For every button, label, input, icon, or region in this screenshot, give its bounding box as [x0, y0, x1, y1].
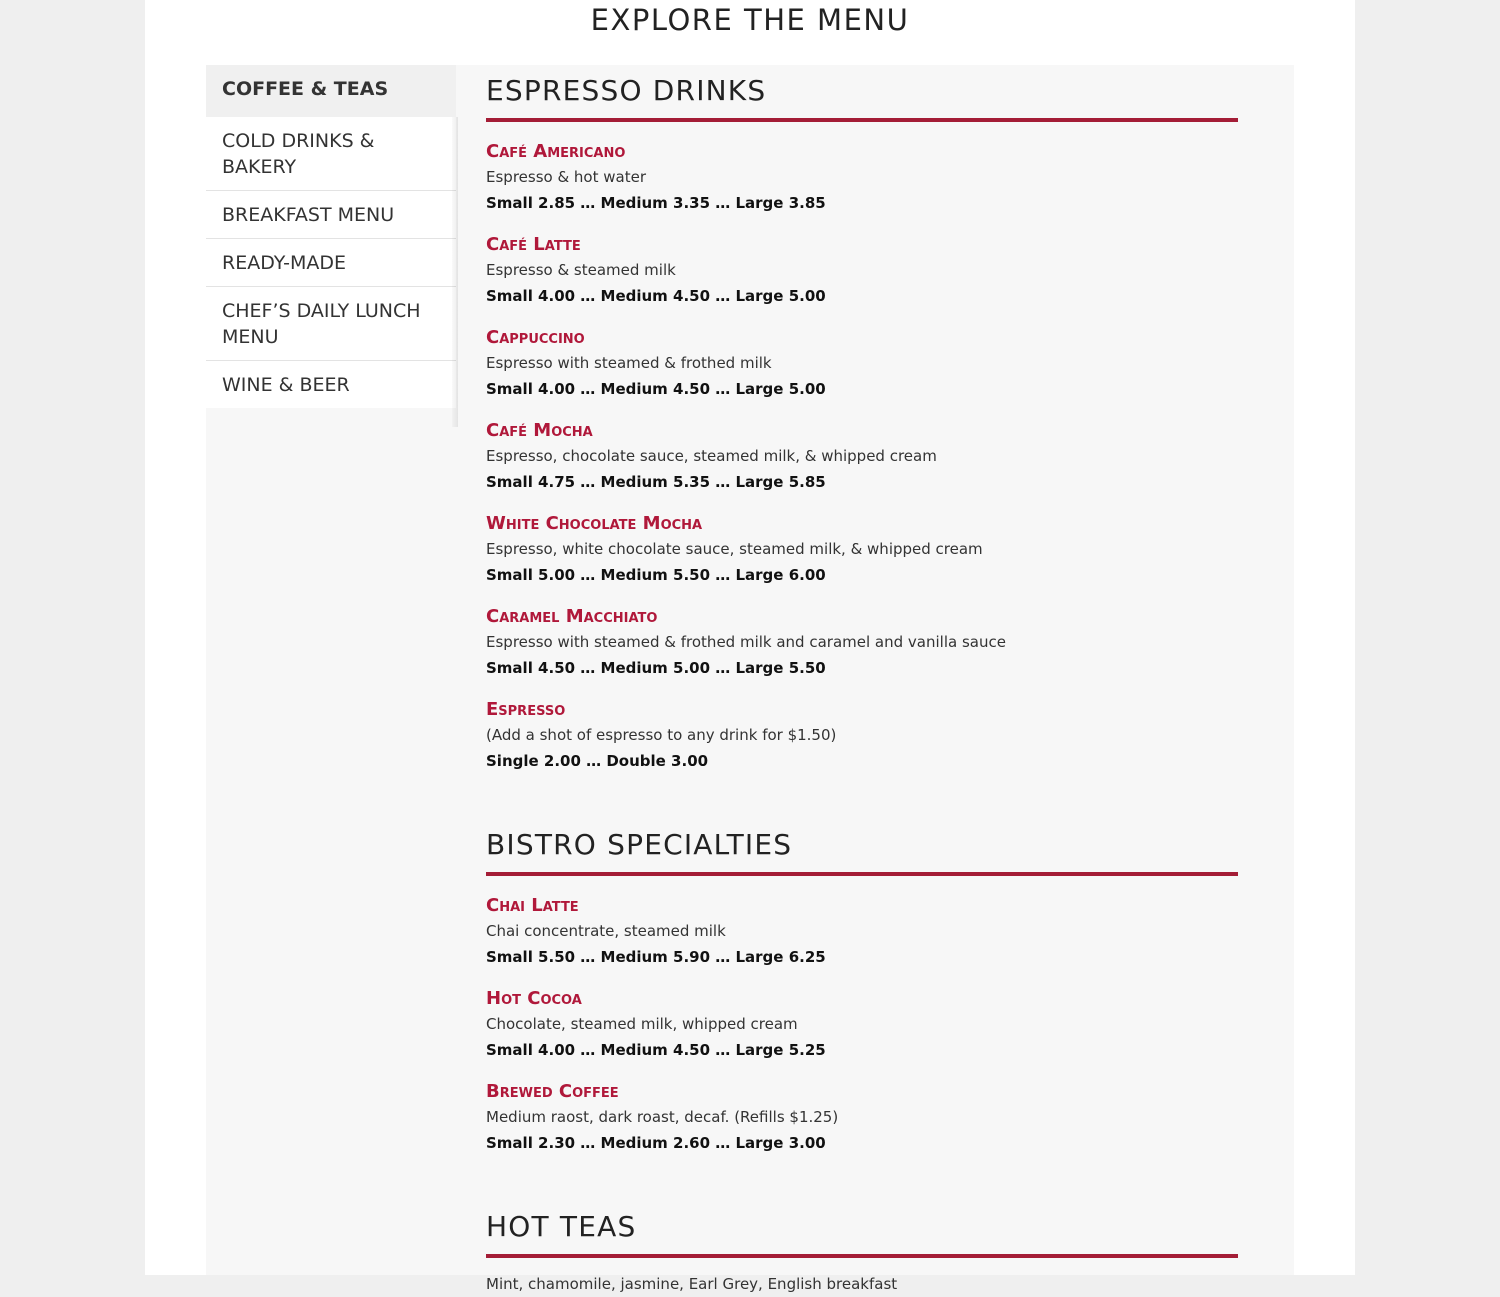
section-bistro-specialties [486, 819, 1238, 1156]
tab-wine-beer[interactable]: WINE & BEER [206, 361, 456, 408]
menu-item [486, 512, 1238, 588]
item-name: Café Mocha [486, 420, 593, 441]
item-name: Café Americano [486, 141, 626, 162]
tab-breakfast-menu[interactable]: BREAKFAST MENU [206, 191, 456, 239]
tab-coffee-teas[interactable]: COFFEE & TEAS [206, 65, 456, 117]
item-description: Chocolate, steamed milk, whipped cream [486, 1015, 798, 1033]
item-price: Small 4.00 … Medium 4.50 … Large 5.25 [486, 1041, 826, 1059]
item-price: Small 2.85 … Medium 3.35 … Large 3.85 [486, 194, 826, 212]
item-description: Espresso, white chocolate sauce, steamed milk, & whipped cream [486, 540, 983, 558]
item-price: Small 2.30 … Medium 2.60 … Large 3.00 [486, 1134, 826, 1152]
menu-panel [206, 65, 1294, 1293]
menu-item [486, 419, 1238, 495]
menu-item [486, 698, 1238, 774]
tab-chefs-daily-lunch-menu[interactable]: CHEF’S DAILY LUNCH MENU [206, 287, 456, 361]
item-description: Espresso & hot water [486, 168, 646, 186]
item-name: White Chocolate Mocha [486, 513, 703, 534]
item-description: Espresso with steamed & frothed milk and caramel and vanilla sauce [486, 633, 1006, 651]
item-price: Small 4.75 … Medium 5.35 … Large 5.85 [486, 473, 826, 491]
section-espresso-drinks [486, 65, 1238, 774]
item-description: Mint, chamomile, jasmine, Earl Grey, English breakfast [486, 1275, 898, 1293]
item-name: Cappuccino [486, 327, 585, 348]
menu-content [486, 65, 1238, 1297]
menu-item [486, 140, 1238, 216]
item-name: Brewed Coffee [486, 1081, 619, 1102]
item-description: (Add a shot of espresso to any drink for $1.50) [486, 726, 837, 744]
item-price: Single 2.00 … Double 3.00 [486, 752, 709, 770]
item-name: Chai Latte [486, 895, 579, 916]
item-name: Espresso [486, 699, 566, 720]
item-price: Small 5.00 … Medium 5.50 … Large 6.00 [486, 566, 826, 584]
tab-ready-made[interactable]: READY-MADE [206, 239, 456, 287]
menu-item [486, 326, 1238, 402]
menu-item [486, 987, 1238, 1063]
item-description: Medium raost, dark roast, decaf. (Refills $1.25) [486, 1108, 839, 1126]
menu-tabs [206, 65, 456, 408]
tabs-divider-shadow [452, 117, 458, 427]
menu-item [486, 605, 1238, 681]
section-title: BISTRO SPECIALTIES [486, 819, 1238, 876]
item-description: Espresso & steamed milk [486, 261, 676, 279]
tab-cold-drinks-bakery[interactable]: COLD DRINKS & BAKERY [206, 117, 456, 191]
item-name: Caramel Macchiato [486, 606, 658, 627]
item-name: Hot Cocoa [486, 988, 582, 1009]
menu-item [486, 1080, 1238, 1156]
item-description: Chai concentrate, steamed milk [486, 922, 726, 940]
item-description: Espresso with steamed & frothed milk [486, 354, 772, 372]
item-name: Café Latte [486, 234, 581, 255]
item-price: Small 4.50 … Medium 5.00 … Large 5.50 [486, 659, 826, 677]
page-title: EXPLORE THE MENU [590, 3, 910, 37]
section-title: HOT TEAS [486, 1201, 1238, 1258]
item-price: Small 4.00 … Medium 4.50 … Large 5.00 [486, 287, 826, 305]
page-container [145, 0, 1355, 1293]
menu-item [486, 894, 1238, 970]
item-price: Small 4.00 … Medium 4.50 … Large 5.00 [486, 380, 826, 398]
section-title: ESPRESSO DRINKS [486, 65, 1238, 122]
item-price: Small 5.50 … Medium 5.90 … Large 6.25 [486, 948, 826, 966]
section-hot-teas [486, 1201, 1238, 1297]
item-description: Espresso, chocolate sauce, steamed milk, & whipped cream [486, 447, 937, 465]
menu-item [486, 233, 1238, 309]
